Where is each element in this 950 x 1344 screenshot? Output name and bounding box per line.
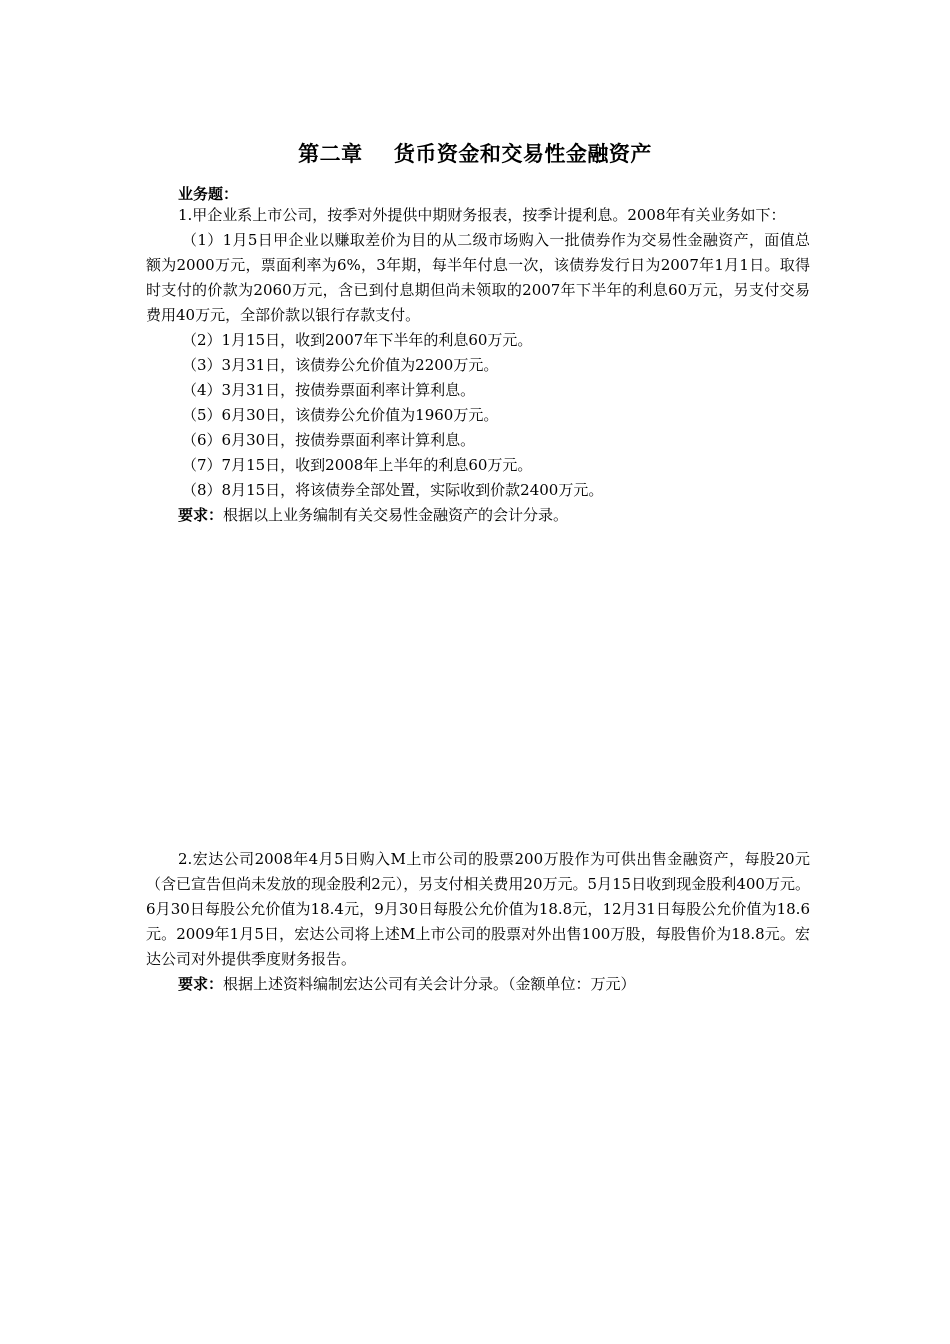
- q1-item-8: （8）8月15日，将该债券全部处置，实际收到价款2400万元。: [182, 481, 604, 499]
- q1-intro: 1.甲企业系上市公司，按季对外提供中期财务报表，按季计提利息。2008年有关业务如下：: [178, 206, 786, 224]
- q2-body: 2.宏达公司2008年4月5日购入M上市公司的股票200万股作为可供出售金融资产，每股20元（含已宣告但尚未发放的现金股利2元），另支付相关费用20万元。5月15日收到现金股利400万元。6月30日每股公允价值为18.4元，9月30日每股公允价值为18.8元，12月31日每股公允价值为18.6元。2009年1月5日，宏达公司将上述M上市公司的股票对外出售100万股，每股售价为18.8元。宏达公司对外提供季度财务报告。: [146, 850, 810, 968]
- q2-requirement: [146, 972, 810, 997]
- chapter-title: 第二章 货币资金和交易性金融资产: [298, 141, 652, 166]
- q1-item-3: （3）3月31日，该债券公允价值为2200万元。: [182, 356, 499, 374]
- section-label: 业务题：: [178, 185, 239, 203]
- q1-requirement: [146, 503, 810, 528]
- q1-requirement-text: 根据以上业务编制有关交易性金融资产的会计分录。: [223, 506, 569, 524]
- q1-item-1: （1）1月5日甲企业以赚取差价为目的从二级市场购入一批债券作为交易性金融资产，面值总额为2000万元，票面利率为6%，3年期，每半年付息一次，该债券发行日为2007年1月1日。取得时支付的价款为2060万元，含已到付息期但尚未领取的2007年下半年的利息60万元，另支付交易费用40万元，全部价款以银行存款支付。: [146, 231, 810, 324]
- q1-item-7: （7）7月15日，收到2008年上半年的利息60万元。: [182, 456, 533, 474]
- question-2: [146, 847, 810, 997]
- q2-requirement-label: 要求：: [178, 975, 224, 993]
- q1-item-5: （5）6月30日，该债券公允价值为1960万元。: [182, 406, 499, 424]
- question-1: [146, 203, 810, 528]
- q1-item-6: （6）6月30日，按债券票面利率计算利息。: [182, 431, 476, 449]
- q1-item-2: （2）1月15日，收到2007年下半年的利息60万元。: [182, 331, 533, 349]
- q1-item-4: （4）3月31日，按债券票面利率计算利息。: [182, 381, 476, 399]
- q2-requirement-text: 根据上述资料编制宏达公司有关会计分录。（金额单位：万元）: [223, 975, 636, 993]
- q1-requirement-label: 要求：: [178, 506, 224, 524]
